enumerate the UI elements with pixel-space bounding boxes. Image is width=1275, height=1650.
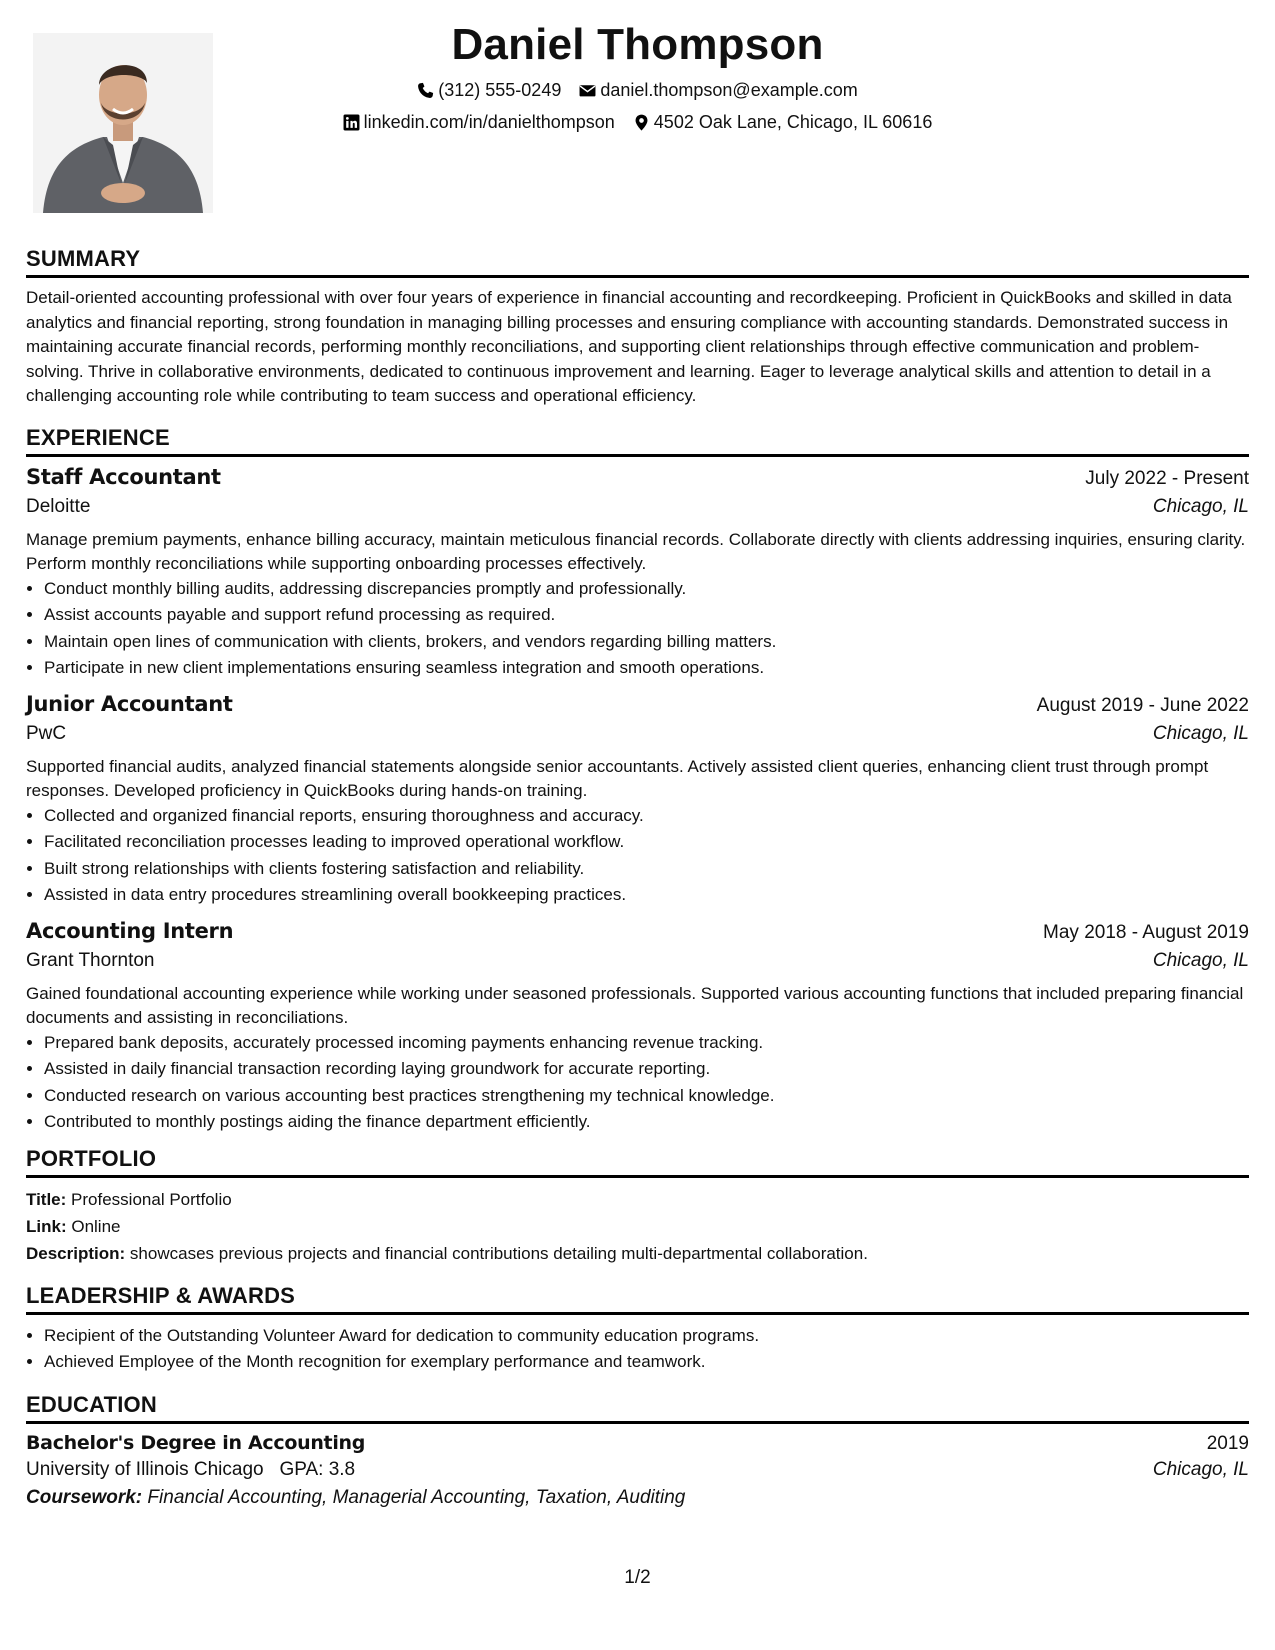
portfolio-title-row <box>26 1186 1249 1213</box>
portfolio-description-value: showcases previous projects and financial contributions detailing multi-departmental collaboration. <box>129 1243 868 1263</box>
gpa: GPA: 3.8 <box>279 1458 356 1480</box>
envelope-icon <box>579 82 596 99</box>
list-item: • Assisted in daily financial transaction recording laying groundwork for accurate reporting. <box>44 1056 1249 1083</box>
job-dates: July 2022 - Present <box>1085 467 1249 489</box>
portfolio-heading: PORTFOLIO <box>26 1146 1249 1178</box>
job-dates: August 2019 - June 2022 <box>1036 694 1249 716</box>
job-company: PwC <box>26 722 67 744</box>
job-location: Chicago, IL <box>1152 949 1249 971</box>
portfolio-description-label: Description: <box>26 1243 126 1263</box>
summary-section <box>26 246 1249 409</box>
job-bullets <box>26 1030 1249 1136</box>
address-text: 4502 Oak Lane, Chicago, IL 60616 <box>653 112 933 132</box>
job-entry <box>26 919 1249 1136</box>
list-item: • Maintain open lines of communication with clients, brokers, and vendors regarding billing matters. <box>44 629 1249 656</box>
job-company: Grant Thornton <box>26 949 155 971</box>
portfolio-link[interactable]: Online <box>71 1216 121 1236</box>
list-item: • Contributed to monthly postings aiding the finance department efficiently. <box>44 1109 1249 1136</box>
resume-content <box>26 246 1249 1525</box>
job-description: Supported financial audits, analyzed financial statements alongside senior accountants. Actively assisted client queries, enhancing client trust through prompt responses. Developed proficiency in QuickBooks during hands-on training. <box>26 756 1209 800</box>
summary-heading: SUMMARY <box>26 246 1249 278</box>
leadership-section <box>26 1283 1249 1376</box>
list-item: • Built strong relationships with clients fostering satisfaction and reliability. <box>44 856 1249 883</box>
list-item: • Recipient of the Outstanding Volunteer Award for dedication to community education programs. <box>44 1323 1249 1350</box>
experience-section <box>26 425 1249 1136</box>
school-name: University of Illinois Chicago <box>26 1458 264 1480</box>
list-item: • Assisted in data entry procedures streamlining overall bookkeeping practices. <box>44 882 1249 909</box>
job-bullets <box>26 803 1249 909</box>
job-entry <box>26 465 1249 682</box>
linkedin-icon <box>343 114 360 131</box>
email-text: daniel.thompson@example.com <box>600 80 858 100</box>
job-description: Gained foundational accounting experience while working under seasoned professionals. Supported various accounting functions that included preparing financial documents and assisting in reconciliations. <box>26 983 1244 1027</box>
coursework-label: Coursework: <box>26 1486 143 1508</box>
job-location: Chicago, IL <box>1152 722 1249 744</box>
portfolio-link-label: Link: <box>26 1216 67 1236</box>
list-item: • Collected and organized financial reports, ensuring thoroughness and accuracy. <box>44 803 1249 830</box>
phone-text: (312) 555-0249 <box>438 80 562 100</box>
graduation-year: 2019 <box>1206 1432 1249 1454</box>
linkedin-text: linkedin.com/in/danielthompson <box>363 112 615 132</box>
portfolio-title-value: Professional Portfolio <box>71 1189 232 1209</box>
education-section <box>26 1392 1249 1509</box>
job-company: Deloitte <box>26 495 91 517</box>
list-item: • Conduct monthly billing audits, addressing discrepancies promptly and professionally. <box>44 576 1249 603</box>
list-item: • Participate in new client implementations ensuring seamless integration and smooth operations. <box>44 655 1249 682</box>
job-dates: May 2018 - August 2019 <box>1043 921 1249 943</box>
experience-heading: EXPERIENCE <box>26 425 1249 457</box>
list-item: • Prepared bank deposits, accurately processed incoming payments enhancing revenue tracking. <box>44 1030 1249 1057</box>
job-title: Accounting Intern <box>26 918 234 943</box>
portfolio-section <box>26 1146 1249 1267</box>
page-number: 1/2 <box>624 1567 651 1588</box>
contact-line-1 <box>0 80 1275 101</box>
address-contact <box>633 112 933 133</box>
job-description: Manage premium payments, enhance billing accuracy, maintain meticulous financial records. Collaborate directly with clients addressing inquiries, ensuring clarity. Perform monthly reconciliations while supporting onboarding processes effectively. <box>26 529 1246 573</box>
job-bullets <box>26 576 1249 682</box>
job-entry <box>26 692 1249 909</box>
portfolio-title-label: Title: <box>26 1189 67 1209</box>
coursework-list: Financial Accounting, Managerial Accounting, Taxation, Auditing <box>147 1486 686 1508</box>
candidate-name: Daniel Thompson <box>451 20 824 69</box>
job-title: Staff Accountant <box>26 464 221 489</box>
list-item: • Achieved Employee of the Month recognition for exemplary performance and teamwork. <box>44 1349 1249 1376</box>
phone-contact[interactable] <box>417 80 561 101</box>
list-item: • Facilitated reconciliation processes leading to improved operational workflow. <box>44 829 1249 856</box>
portfolio-description-row <box>26 1240 1249 1267</box>
contact-line-2 <box>0 112 1275 133</box>
portfolio-link-row <box>26 1213 1249 1240</box>
job-title: Junior Accountant <box>26 691 233 716</box>
school-and-gpa <box>26 1459 355 1481</box>
education-heading: EDUCATION <box>26 1392 1249 1424</box>
degree-title: Bachelor's Degree in Accounting <box>26 1431 366 1454</box>
leadership-list <box>26 1323 1249 1376</box>
job-location: Chicago, IL <box>1152 495 1249 517</box>
map-pin-icon <box>633 114 650 131</box>
coursework-row <box>26 1487 1249 1509</box>
summary-text: Detail-oriented accounting professional with over four years of experience in financial accounting and recordkeeping. Proficient in QuickBooks and skilled in data analytics and financial reporting, strong foundation in managing billing processes and ensuring compliance with accounting standards. Demonstrated success in maintaining accurate financial records, performing monthly reconciliations, and supporting client relationships through effective communication and problem-solving. Thrive in collaborative environments, dedicated to continuous improvement and learning. Eager to leverage analytical skills and attention to detail in a challenging accounting role while contributing to team success and operational efficiency. <box>26 288 1232 406</box>
linkedin-contact[interactable] <box>343 112 615 133</box>
school-location: Chicago, IL <box>1152 1458 1249 1480</box>
email-contact[interactable] <box>579 80 857 101</box>
list-item: • Assist accounts payable and support refund processing as required. <box>44 602 1249 629</box>
list-item: • Conducted research on various accounting best practices strengthening my technical knowledge. <box>44 1083 1249 1110</box>
leadership-heading: LEADERSHIP & AWARDS <box>26 1283 1249 1315</box>
phone-icon <box>417 82 434 99</box>
